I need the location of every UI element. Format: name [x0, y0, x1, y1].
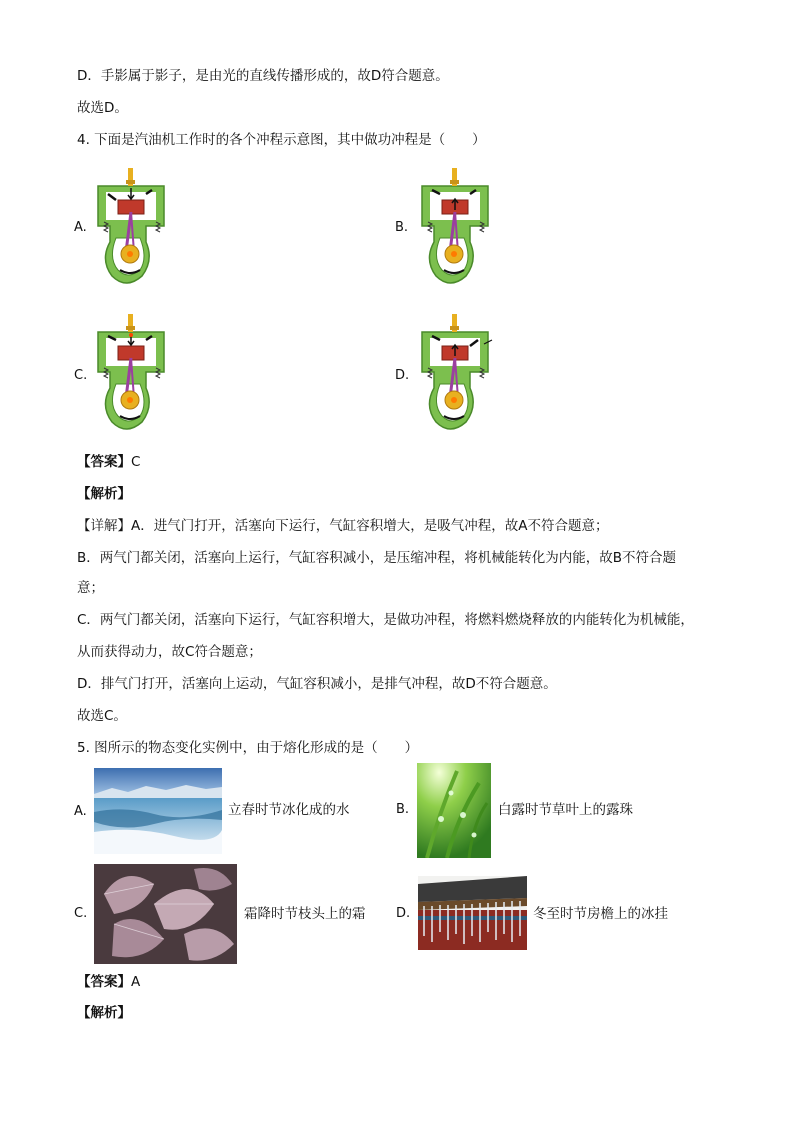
q4-detail-line: 意；	[77, 580, 104, 596]
q4-stem: 4. 下面是汽油机工作时的各个冲程示意图，其中做功冲程是（ ）	[77, 132, 486, 148]
engine-intake-stroke-icon[interactable]	[90, 164, 172, 292]
q5-answer	[77, 972, 140, 992]
ice-melting-photo[interactable]	[94, 768, 222, 854]
q4-answer-tag: 【答案】	[77, 454, 131, 470]
q5-analysis-tag: 【解析】	[77, 1005, 131, 1021]
q4-detail-line: 【详解】A．进气门打开，活塞向下运行，气缸容积增大，是吸气冲程，故A不符合题意；	[77, 518, 609, 534]
q4-option-d-letter: D.	[395, 368, 410, 383]
engine-exhaust-stroke-icon[interactable]	[414, 310, 496, 438]
prev-option-d-text: D．手影属于影子，是由光的直线传播形成的，故D符合题意。	[77, 68, 449, 84]
q5-answer-value: A	[131, 974, 141, 990]
q5-option-a-letter: A.	[74, 804, 87, 819]
frost-on-leaves-photo[interactable]	[94, 864, 237, 964]
dew-on-grass-photo[interactable]	[417, 763, 491, 858]
q5-option-a-caption: 立春时节冰化成的水	[228, 802, 350, 818]
q5-option-c-caption: 霜降时节枝头上的霜	[244, 906, 366, 922]
q4-detail-line: B．两气门都关闭，活塞向上运行，气缸容积减小，是压缩冲程，将机械能转化为内能，故B不符合题	[77, 550, 677, 566]
q4-detail-line: C．两气门都关闭，活塞向下运行，气缸容积增大，是做功冲程，将燃料燃烧释放的内能转化为机械能，	[77, 612, 694, 628]
q4-option-b-letter: B.	[395, 220, 409, 235]
q5-option-b-letter: B.	[396, 802, 410, 817]
engine-power-stroke-icon[interactable]	[90, 310, 172, 438]
q4-answer-choice: 故选C。	[77, 708, 127, 724]
q4-answer-value: C	[131, 454, 141, 470]
q4-detail-line: 从而获得动力，故C符合题意；	[77, 644, 262, 660]
q4-answer	[77, 452, 140, 472]
q4-analysis-tag: 【解析】	[77, 486, 131, 502]
prev-answer-choice: 故选D。	[77, 100, 128, 116]
q5-stem: 5. 图所示的物态变化实例中，由于熔化形成的是（ ）	[77, 740, 419, 756]
q4-option-a-letter: A.	[74, 220, 87, 235]
q5-option-d-caption: 冬至时节房檐上的冰挂	[533, 906, 668, 922]
q5-answer-tag: 【答案】	[77, 974, 131, 990]
q4-detail-line: D．排气门打开，活塞向上运动，气缸容积减小，是排气冲程，故D不符合题意。	[77, 676, 557, 692]
q5-option-b-caption: 白露时节草叶上的露珠	[498, 802, 633, 818]
q4-option-c-letter: C.	[74, 368, 88, 383]
q5-option-d-letter: D.	[396, 906, 411, 921]
engine-compression-stroke-icon[interactable]	[414, 164, 496, 292]
icicles-on-eaves-photo[interactable]	[418, 876, 527, 950]
q5-option-c-letter: C.	[74, 906, 88, 921]
